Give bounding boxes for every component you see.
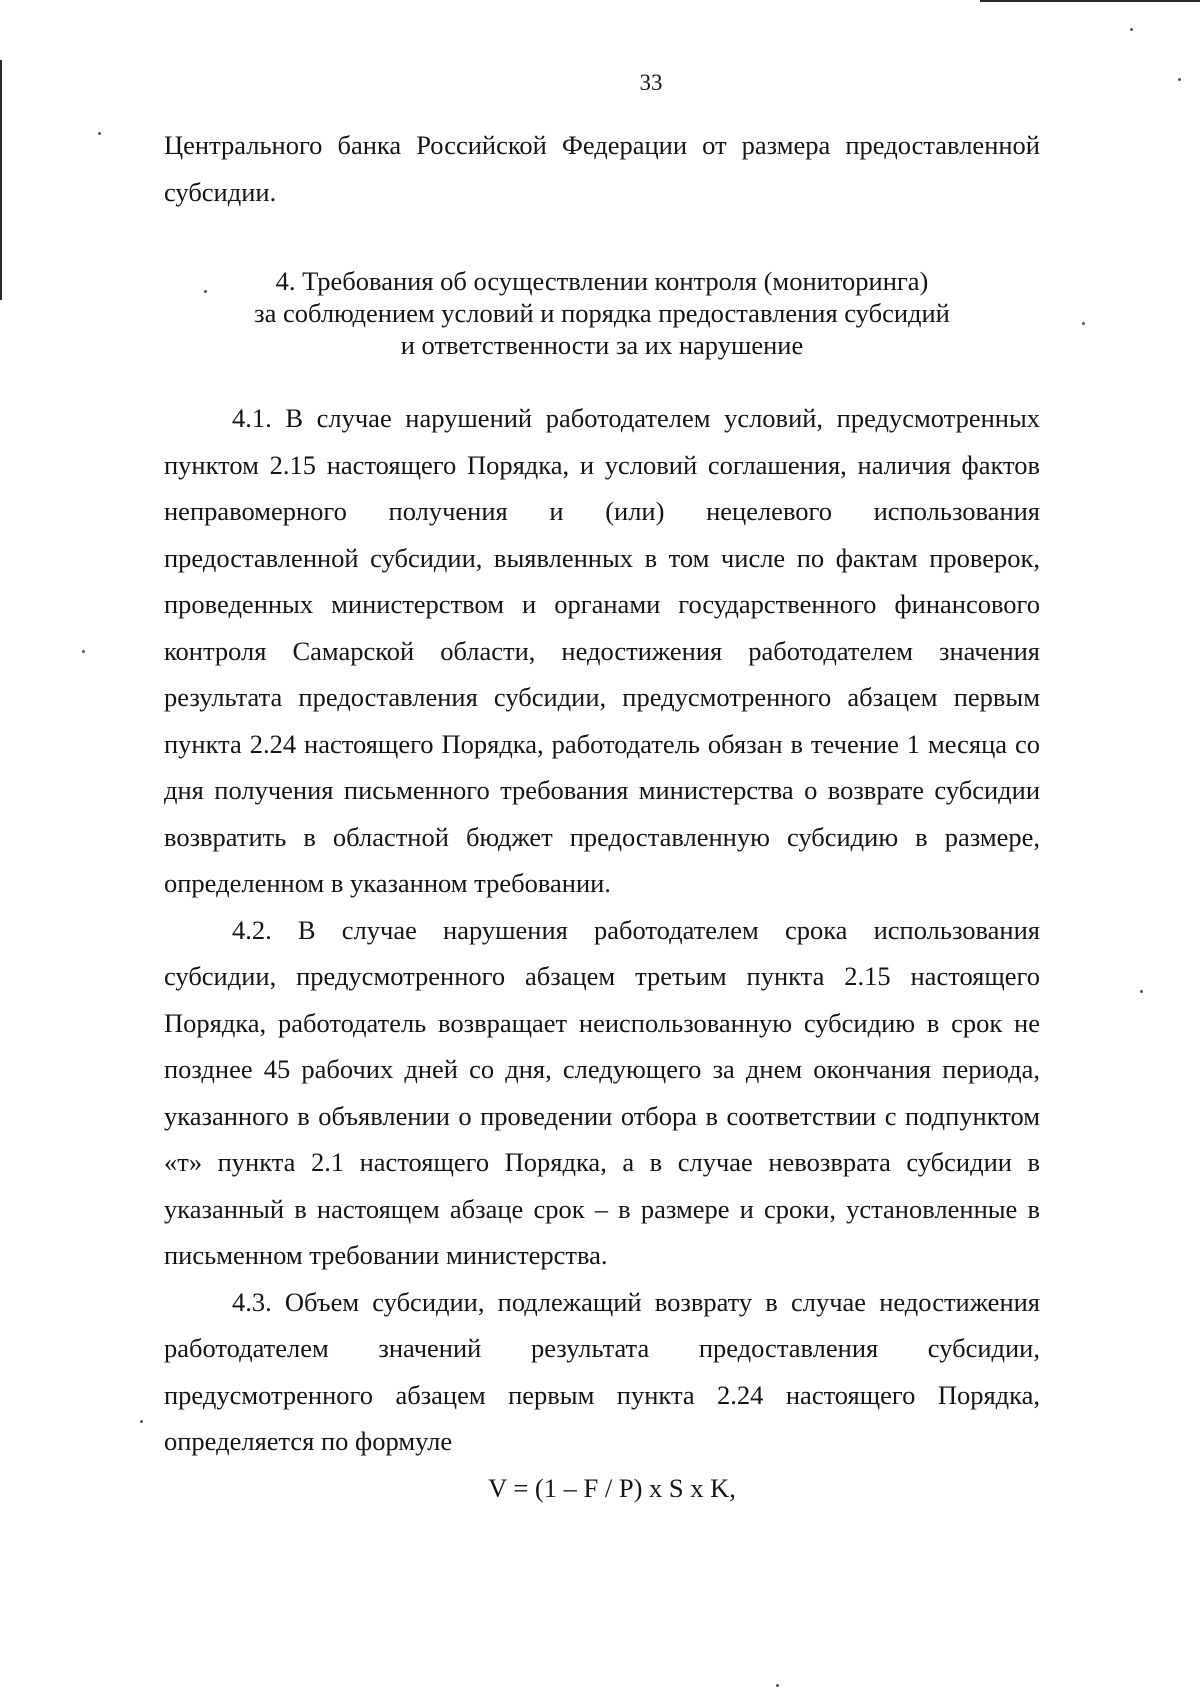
scan-edge-top [980,0,1200,2]
scan-speck [140,1420,143,1423]
scan-speck [776,1684,779,1687]
formula: V = (1 – F / P) x S x K, [488,1472,736,1503]
scan-speck [98,132,101,135]
paragraph-4-2: 4.2. В случае нарушения работодателем срока использования субсидии, предусмотренного абзацем третьим пункта 2.15 настоящего Порядка, работодатель возвращает неиспользованную субсидию в срок не позднее 45 рабочих дней со дня, следующего за днем окончания периода, указанного в объявлении о проведении отбора в соответствии с подпунктом «т» пункта 2.1 настоящего Порядка, а в случае невозврата субсидии в указанный в настоящем абзаце срок – в размере и сроки, установленные в письменном требовании министерства. [164,914,1040,1270]
page-number: 33 [639,70,663,95]
section-heading-line: 4. Требования об осуществлении контроля (мониторинга) [275,266,929,296]
spacer [164,215,1040,265]
spacer [164,361,1040,395]
document-page [164,122,1040,1511]
intro-paragraph: Центрального банка Российской Федерации от размера предоставленной субсидии. [164,130,1040,207]
paragraph-4-1: 4.1. В случае нарушений работодателем условий, предусмотренных пунктом 2.15 настоящего Порядка, и условий соглашения, наличия фактов неправомерного получения и (или) нецелевого использования предоставленной субсидии, выявленных в том числе по фактам проверок, проведенных министерством и органами государственного финансового контроля Самарской области, недостижения работодателем значения результата предоставления субсидии, предусмотренного абзацем первым пункта 2.24 настоящего Порядка, работодатель обязан в течение 1 месяца со дня получения письменного требования министерства о возврате субсидии возвратить в областной бюджет предоставленную субсидию в размере, определенном в указанном требовании. [164,403,1040,898]
scan-speck [1130,28,1133,31]
section-heading-line: и ответственности за их нарушение [400,330,804,360]
section-heading [164,265,1040,361]
scan-speck [82,650,85,653]
paragraph-4-3: 4.3. Объем субсидии, подлежащий возврату в случае недостижения работодателем значений результата предоставления субсидии, предусмотренного абзацем первым пункта 2.24 настоящего Порядка, определяется по формуле [164,1286,1040,1456]
scan-speck [1082,322,1085,325]
scan-speck [1140,990,1143,993]
section-heading-line: за соблюдением условий и порядка предоставления субсидий [254,298,950,328]
scan-edge-left [0,60,2,300]
